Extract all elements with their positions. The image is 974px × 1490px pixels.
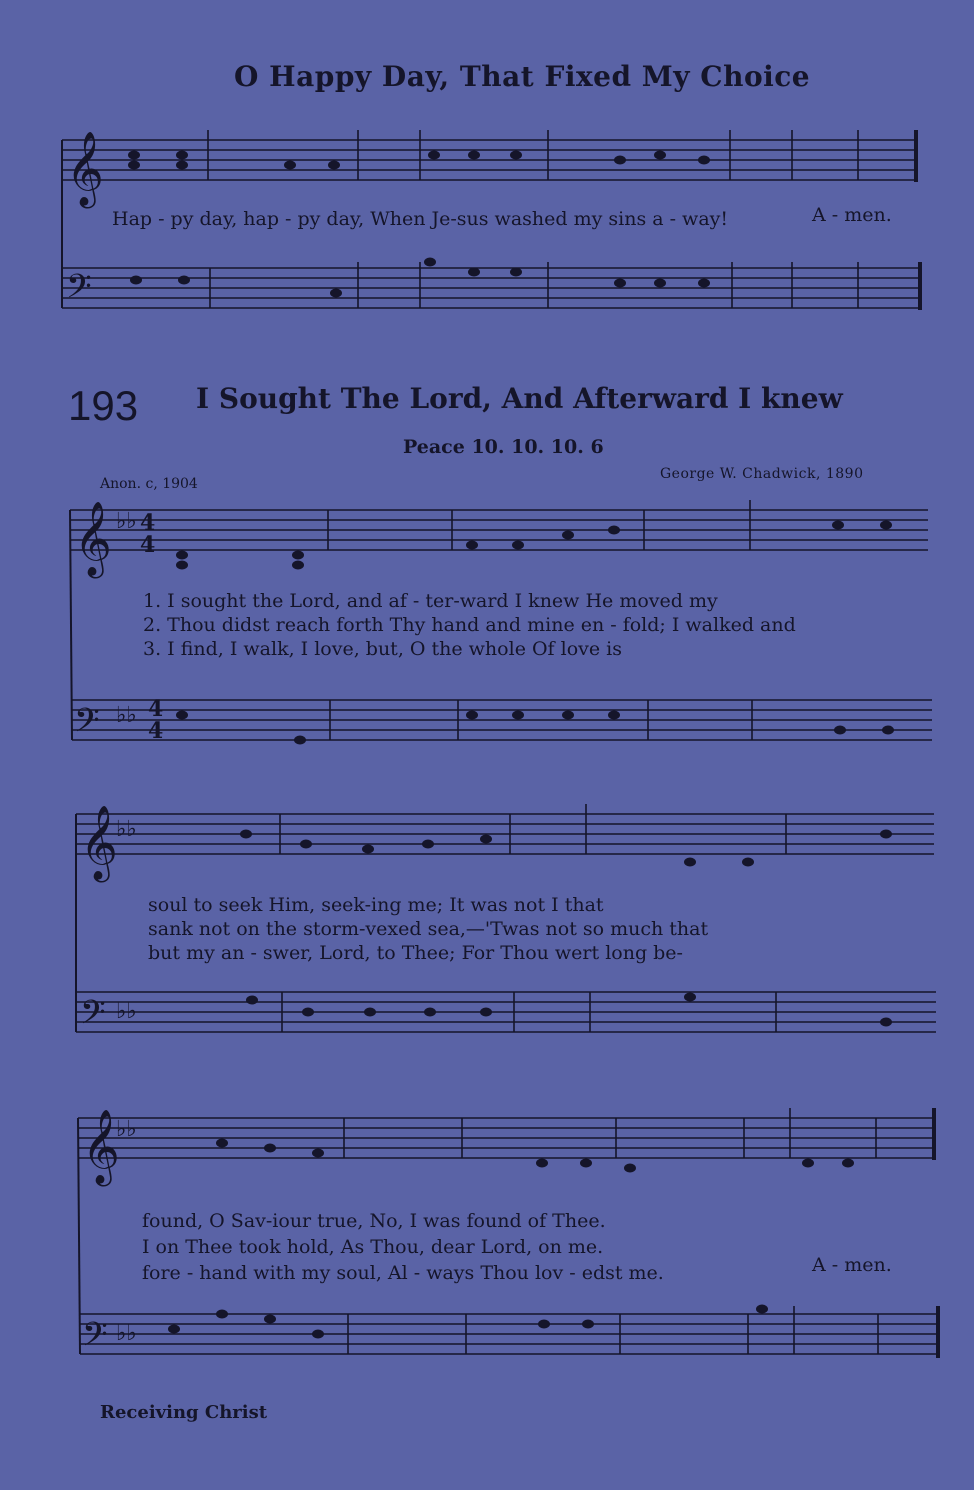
section-label: Receiving Christ	[100, 1402, 268, 1423]
verse-line: but my an - swer, Lord, to Thee; For Thou wert long be-	[148, 942, 683, 964]
noteheads	[128, 151, 894, 1339]
hymn-number: 193	[68, 382, 139, 429]
previous-hymn-title: O Happy Day, That Fixed My Choice	[234, 60, 811, 93]
verse-line: I on Thee took hold, As Thou, dear Lord, on me.	[142, 1236, 604, 1258]
svg-text:♭♭: ♭♭	[116, 1117, 137, 1142]
treble-clef-icon: 𝄞	[66, 132, 104, 206]
treble-clef-icon: 𝄞	[80, 806, 118, 880]
verse-line: fore - hand with my soul, Al - ways Thou lov - edst me.	[142, 1262, 664, 1284]
svg-text:♭♭: ♭♭	[116, 817, 137, 842]
verse-line: soul to seek Him, seek-ing me; It was not I that	[148, 894, 604, 916]
svg-text:♭♭: ♭♭	[116, 1321, 137, 1346]
verse-line: sank not on the storm-vexed sea,—'Twas not so much that	[148, 918, 709, 940]
svg-text:♭♭: ♭♭	[116, 509, 137, 534]
svg-text:4: 4	[148, 696, 164, 722]
bass-clef-icon: 𝄢	[80, 994, 106, 1040]
tune-name: Peace 10. 10. 10. 6	[403, 436, 604, 458]
svg-text:4: 4	[148, 718, 164, 744]
previous-hymn-amen: A - men.	[812, 204, 892, 226]
hymn-title: I Sought The Lord, And Afterward I knew	[196, 382, 843, 415]
svg-text:♭♭: ♭♭	[116, 999, 137, 1024]
bass-clef-icon: 𝄢	[66, 268, 92, 314]
author-credit: Anon. c, 1904	[100, 476, 198, 492]
verse-line: found, O Sav-iour true, No, I was found of Thee.	[142, 1210, 606, 1232]
previous-hymn-lyric: Hap - py day, hap - py day, When Je-sus washed my sins a - way!	[112, 208, 729, 230]
treble-clef-icon: 𝄞	[82, 1110, 120, 1184]
verse-line: 1. I sought the Lord, and af - ter-ward I knew He moved my	[143, 590, 718, 612]
treble-clef-icon: 𝄞	[74, 502, 112, 576]
svg-text:♭♭: ♭♭	[116, 703, 137, 728]
time-sig-top: 4	[140, 510, 156, 536]
bass-clef-icon: 𝄢	[74, 702, 100, 748]
composer-credit: George W. Chadwick, 1890	[660, 466, 864, 482]
amen: A - men.	[812, 1254, 892, 1276]
verse-line: 3. I find, I walk, I love, but, O the whole Of love is	[143, 638, 622, 660]
time-sig-bottom: 4	[140, 532, 156, 558]
verse-line: 2. Thou didst reach forth Thy hand and mine en - fold; I walked and	[143, 614, 796, 636]
bass-clef-icon: 𝄢	[82, 1316, 108, 1362]
